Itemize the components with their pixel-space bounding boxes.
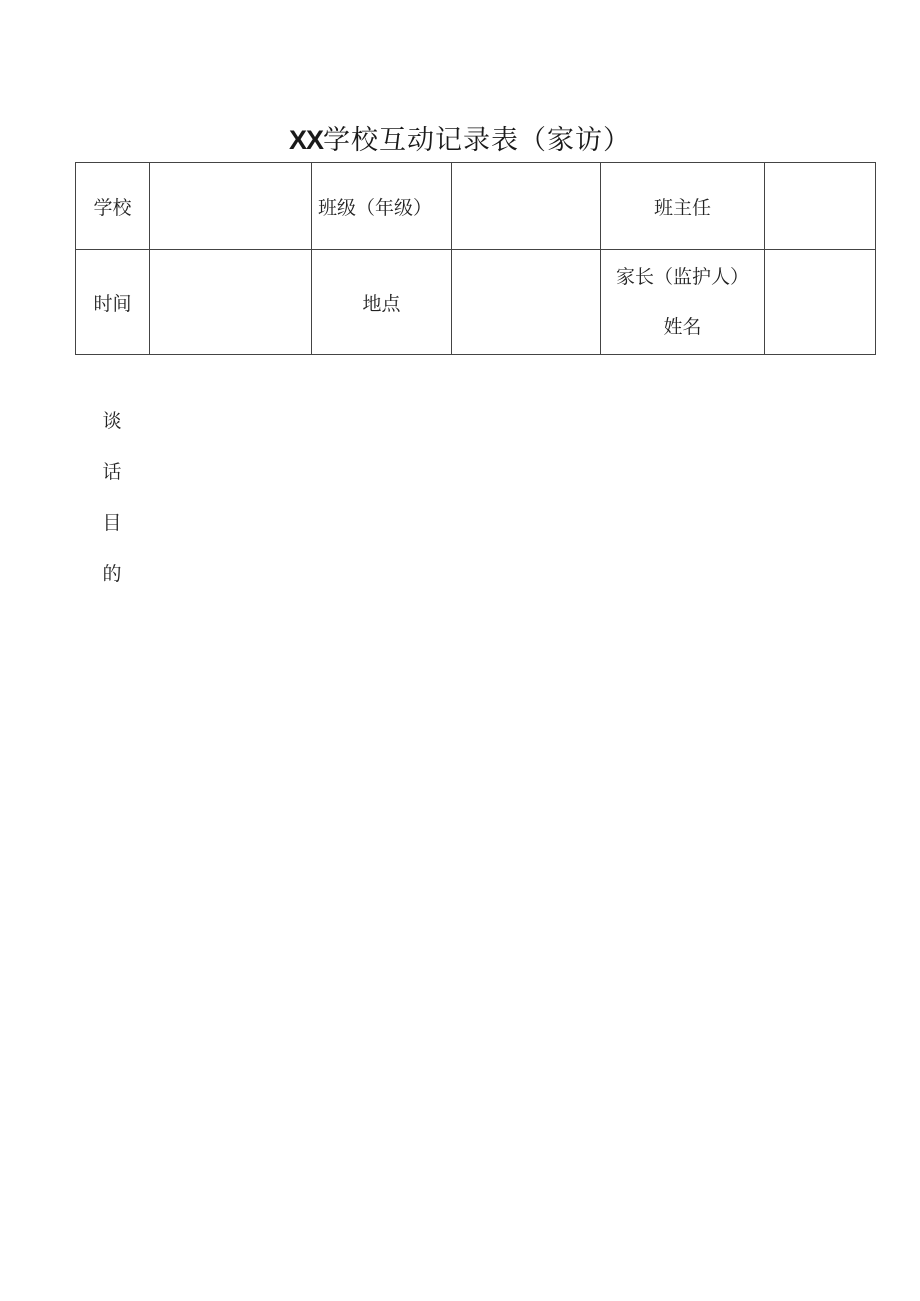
guardian-label-line2: 姓名: [663, 316, 702, 338]
head-teacher-field[interactable]: [765, 163, 876, 250]
purpose-char: 话: [102, 461, 122, 483]
purpose-char: 目: [102, 512, 122, 534]
head-teacher-label: 班主任: [601, 163, 765, 250]
guardian-label-line1: 家长（监护人）: [615, 266, 749, 288]
class-field[interactable]: [452, 163, 601, 250]
guardian-label: [601, 250, 765, 355]
table-row: [76, 163, 876, 250]
purpose-char: 谈: [102, 410, 122, 432]
time-label: 时间: [76, 250, 150, 355]
purpose-char: 的: [102, 563, 122, 585]
record-table: [75, 162, 876, 355]
class-label: 班级（年级）: [312, 163, 452, 250]
title-prefix: XX: [288, 125, 324, 155]
conversation-purpose-label: [100, 398, 124, 602]
guardian-name-field[interactable]: [765, 250, 876, 355]
school-label: 学校: [76, 163, 150, 250]
table-row: [76, 250, 876, 355]
page-title: [0, 118, 920, 157]
time-field[interactable]: [150, 250, 312, 355]
place-field[interactable]: [452, 250, 601, 355]
school-field[interactable]: [150, 163, 312, 250]
title-main: 学校互动记录表（家访）: [323, 125, 632, 156]
place-label: 地点: [312, 250, 452, 355]
